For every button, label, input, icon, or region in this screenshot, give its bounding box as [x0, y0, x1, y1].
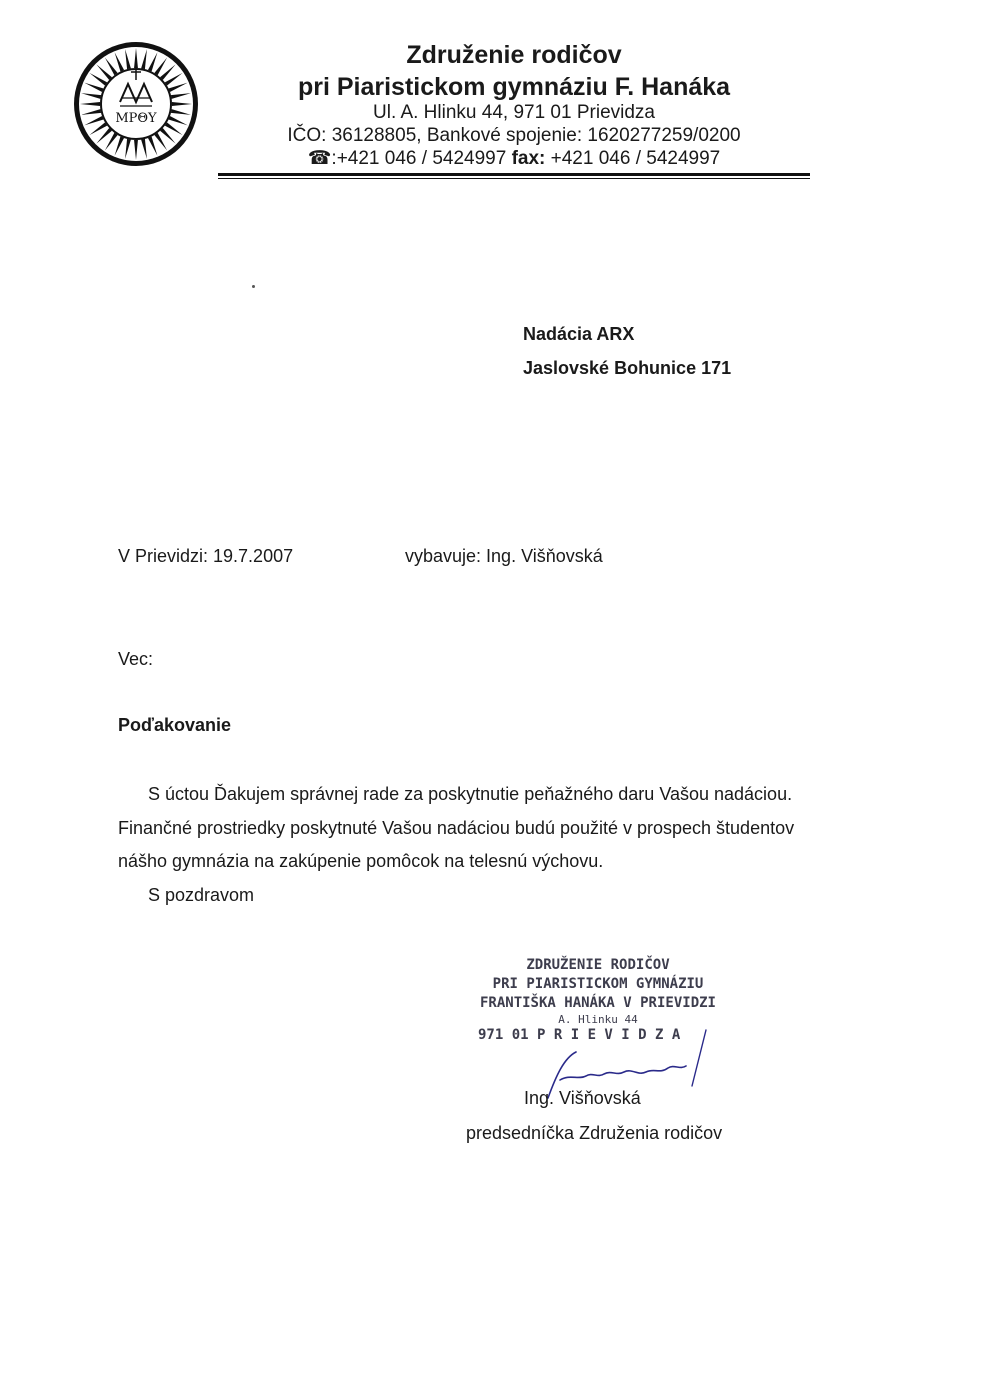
header-divider [218, 173, 810, 176]
subject-label: Vec: [118, 649, 154, 669]
logo-seal-icon [68, 40, 204, 168]
place-date: V Prievidzi: 19.7.2007 [118, 546, 294, 566]
telephone-icon: ☎ [307, 148, 332, 169]
organization-logo [68, 40, 204, 168]
recipient-address: Jaslovské Bohunice 171 [523, 358, 732, 378]
signatory-name: Ing. Višňovská [524, 1088, 641, 1108]
organization-ico-bank: IČO: 36128805, Bankové spojenie: 1620277259/0200 [287, 125, 741, 146]
subject-title: Poďakovanie [118, 715, 231, 735]
organization-address: Ul. A. Hlinku 44, 971 01 Prievidza [373, 102, 655, 123]
fax-label: fax: [511, 148, 546, 169]
contact-line [218, 147, 810, 171]
header-divider-thin [218, 178, 810, 179]
phone-number: :+421 046 / 5424997 [331, 148, 507, 169]
fax-number: +421 046 / 5424997 [550, 148, 721, 169]
stamp-line-3: FRANTIŠKA HANÁKA V PRIEVIDZI [479, 995, 716, 1011]
organization-subtitle: pri Piaristickom gymnáziu F. Hanáka [297, 73, 731, 101]
stamp-line-1: ZDRUŽENIE RODIČOV [526, 957, 670, 973]
stamp-line-4: A. Hlinku 44 [558, 1013, 638, 1026]
body-line-2: Finančné prostriedky poskytnuté Vašou nadáciou budú použité v prospech študentov [118, 818, 795, 838]
body-line-1: S úctou Ďakujem správnej rade za poskytnutie peňažného daru Vašou nadáciou. [148, 784, 793, 804]
body-line-3: nášho gymnázia na zakúpenie pomôcok na telesnú výchovu. [118, 851, 604, 871]
closing: S pozdravom [148, 885, 255, 905]
stamp-line-5: 971 01 P R I E V I D Z A [478, 1027, 681, 1043]
organization-name: Združenie rodičov [406, 41, 622, 69]
scan-speck [252, 285, 255, 288]
recipient-name: Nadácia ARX [523, 324, 635, 344]
stamp-line-2: PRI PIARISTICKOM GYMNÁZIU [492, 976, 704, 992]
signatory-role: predsedníčka Združenia rodičov [466, 1123, 723, 1143]
svg-text:MPΘY: MPΘY [115, 111, 157, 126]
handled-by: vybavuje: Ing. Višňovská [405, 546, 603, 566]
